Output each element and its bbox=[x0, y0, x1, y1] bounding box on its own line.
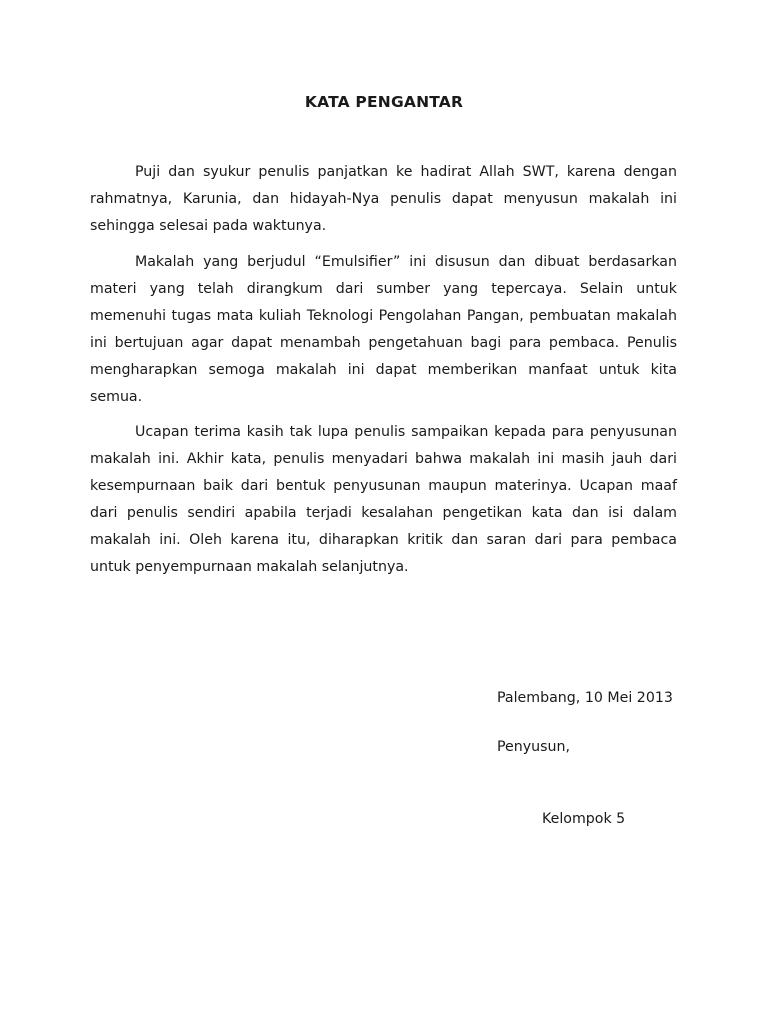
place-date: Palembang, 10 Mei 2013 bbox=[497, 690, 673, 706]
paragraph-closing: Ucapan terima kasih tak lupa penulis sampaikan kepada para penyusunan makalah ini. Akhir kata, penulis menyadari bahwa makalah ini masih jauh dari kesempurnaan baik dari bentuk penyusunan maupun materinya. Ucapan maaf dari penulis sendiri apabila terjadi kesalahan pengetikan kata dan isi dalam makalah ini. Oleh karena itu, diharapkan kritik dan saran dari para pembaca untuk penyempurnaan makalah selanjutnya. bbox=[90, 424, 677, 575]
paragraph-purpose: Makalah yang berjudul “Emulsifier” ini disusun dan dibuat berdasarkan materi yang telah dirangkum dari sumber yang tepercaya. Selain untuk memenuhi tugas mata kuliah Teknologi Pengolahan Pangan, pembuatan makalah ini bertujuan agar dapat menambah pengetahuan bagi para pembaca. Penulis mengharapkan semoga makalah ini dapat memberikan manfaat untuk kita semua. bbox=[90, 253, 677, 405]
body-text bbox=[90, 159, 677, 590]
page-title: KATA PENGANTAR bbox=[304, 93, 464, 111]
paragraph-opening: Puji dan syukur penulis panjatkan ke hadirat Allah SWT, karena dengan rahmatnya, Karunia, dan hidayah-Nya penulis dapat menyusun makalah ini sehingga selesai pada waktunya. bbox=[90, 164, 677, 234]
author-name: Kelompok 5 bbox=[542, 811, 626, 827]
signature-label: Penyusun, bbox=[497, 739, 571, 755]
